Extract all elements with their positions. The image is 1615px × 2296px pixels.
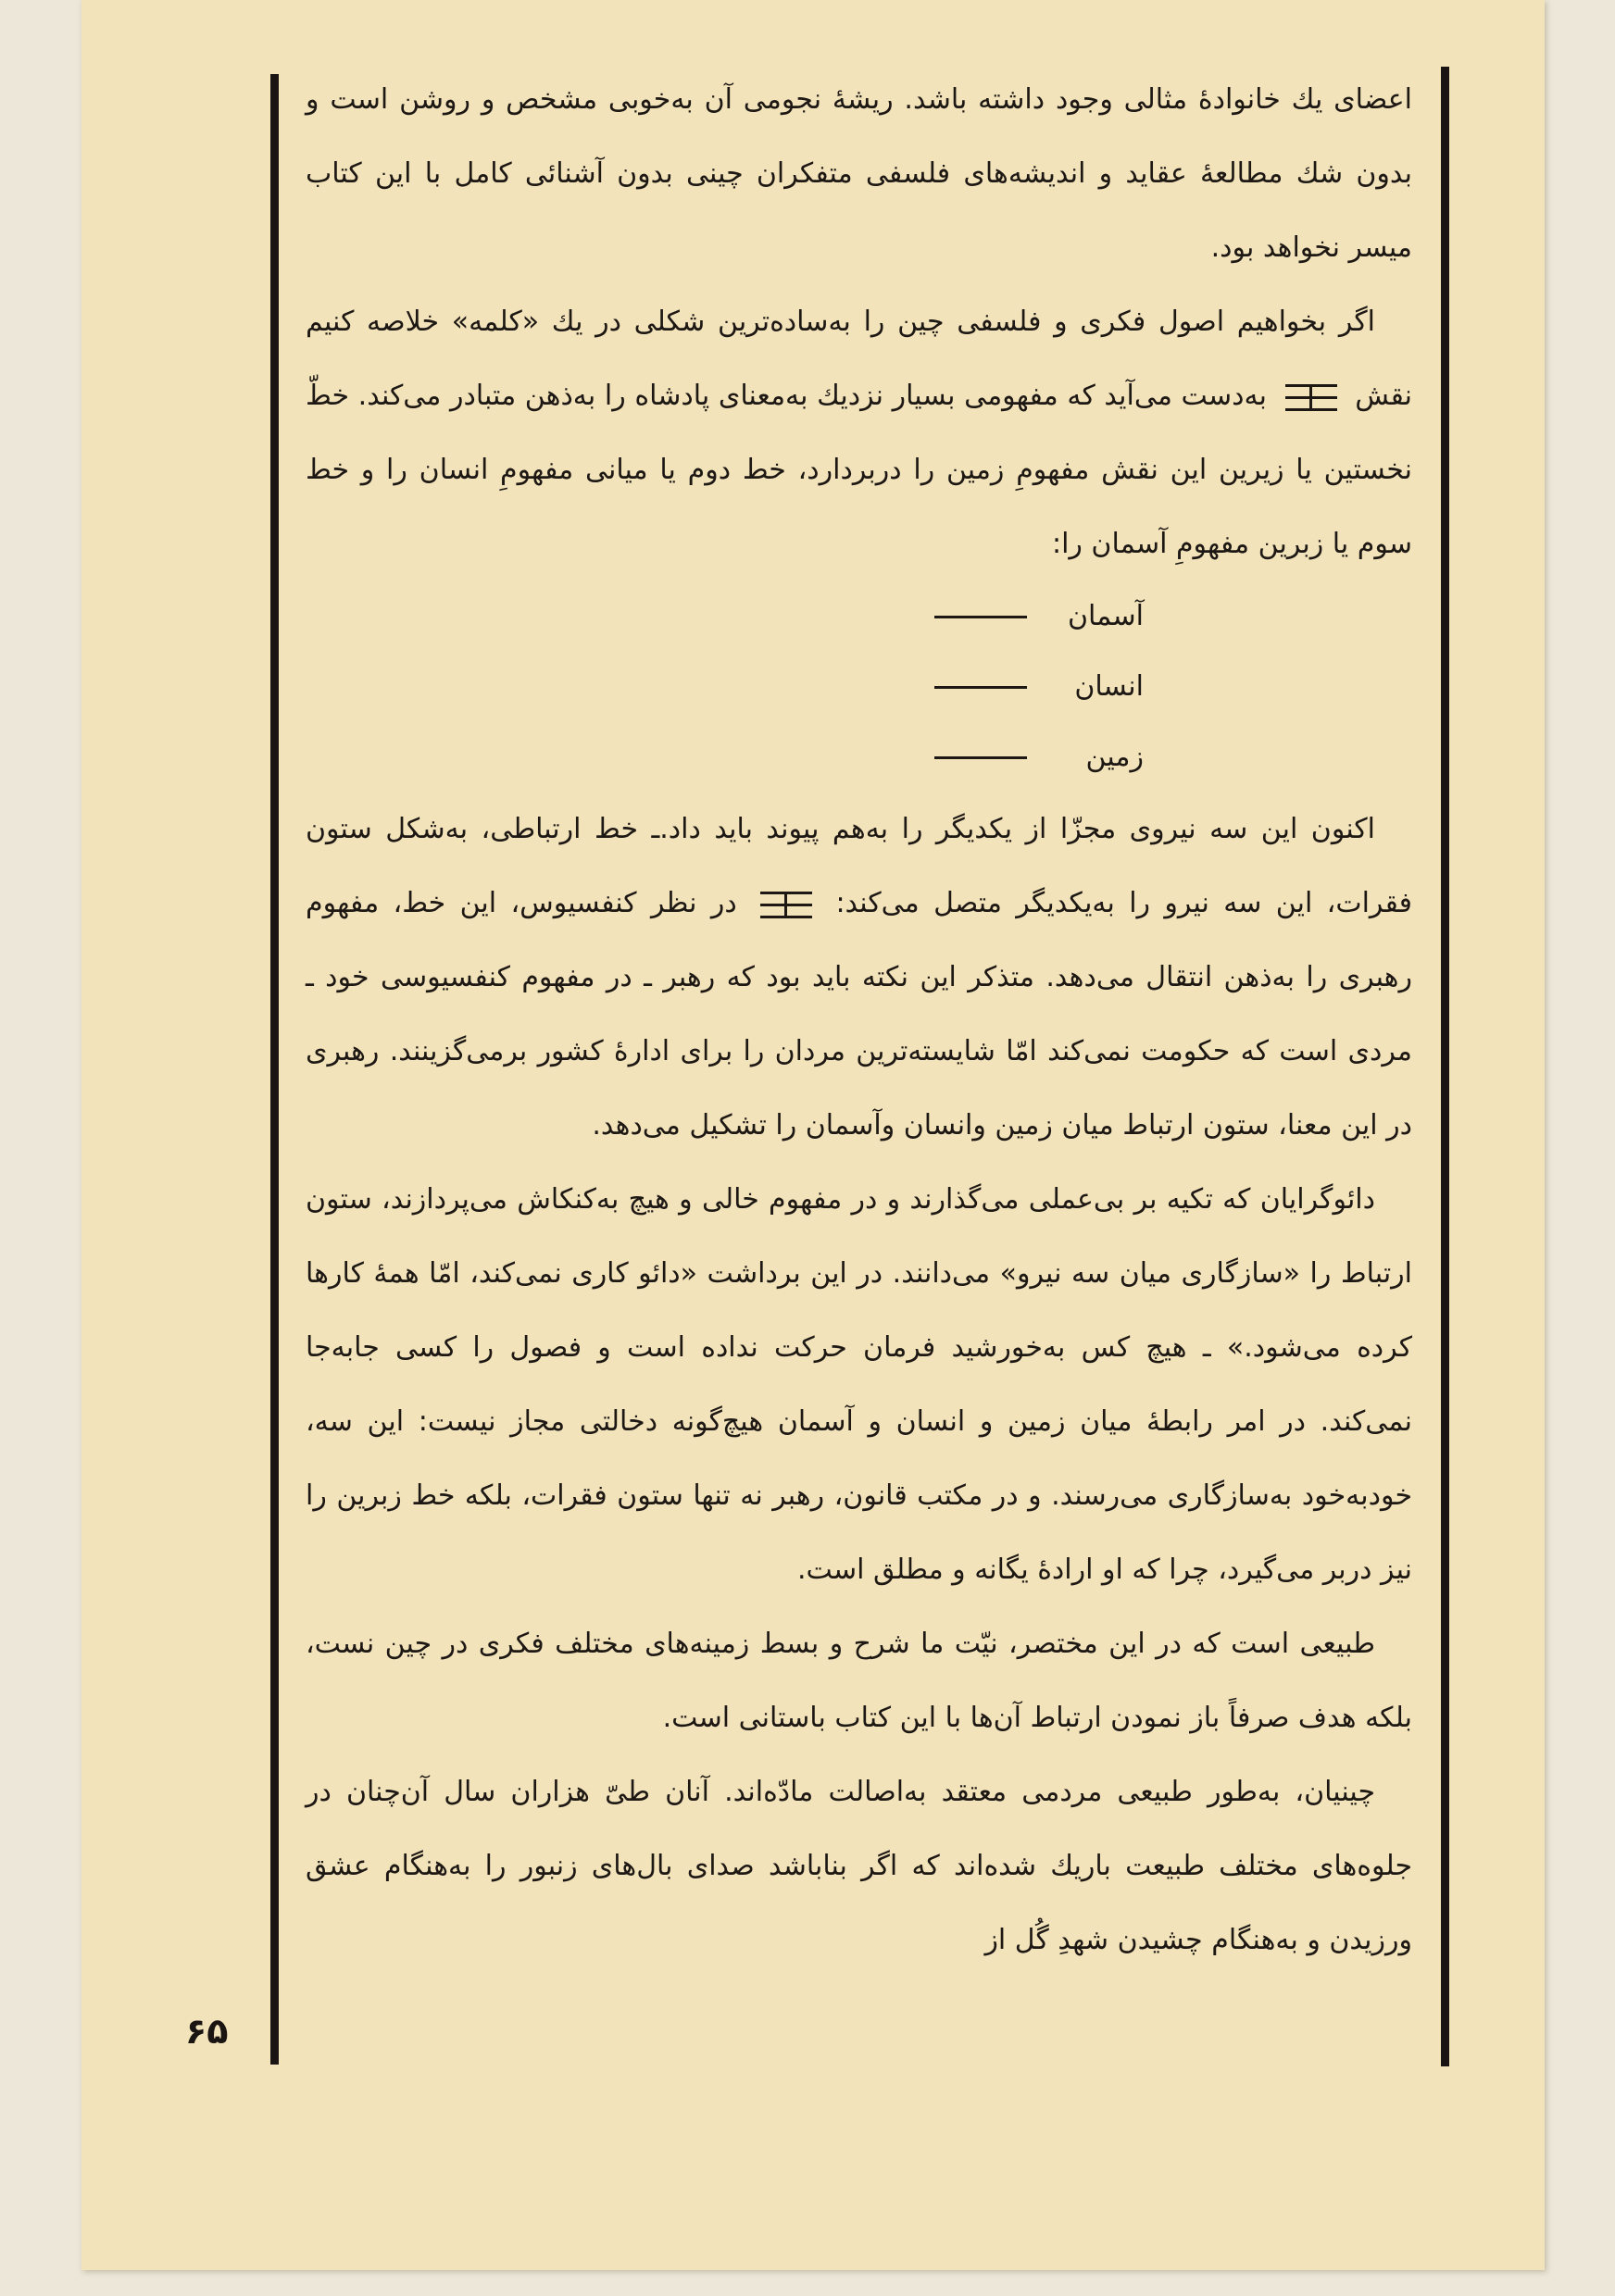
line-heaven-dash bbox=[934, 616, 1027, 618]
paragraph-2-part-b: به‌دست می‌آید که مفهومی بسیار نزدیك به‌معنای پادشاه را به‌ذهن متبادر می‌کند. خطّ نخستین یا زیرین این نقش مفهومِ زمین را دربردارد، خط دوم یا میانی مفهومِ انسان را و خط سوم یا زبرین مفهومِ آسمان را: bbox=[306, 380, 1412, 560]
line-heaven-label: آسمان bbox=[1068, 600, 1144, 632]
king-symbol-icon bbox=[1285, 381, 1337, 414]
right-border-rule bbox=[1441, 67, 1449, 2066]
line-human bbox=[306, 652, 1144, 722]
paragraph-6: چینیان، به‌طور طبیعی مردمی معتقد به‌اصالت مادّه‌اند. آنان طیّ هزاران سال آن‌چنان در جلوه‌های مختلف طبیعت باریك شده‌اند که اگر بناباشد صدای بال‌های زنبور را به‌هنگام عشق ورزیدن و به‌هنگام چشیدن شهدِ گُل از bbox=[306, 1776, 1412, 1956]
line-human-label: انسان bbox=[1074, 670, 1144, 703]
paragraph-3-part-b: در نظر کنفسیوس، این خط، مفهوم رهبری را به‌ذهن انتقال می‌دهد. متذکر این نکته باید بود که رهبر ـ در مفهوم کنفسیوسی خود ـ مردی است که حکومت نمی‌کند امّا شایسته‌ترین مردان را برای ادارهٔ کشور برمی‌گزینند. رهبری در این معنا، ستون ارتباط میان زمین وانسان وآسمان را تشکیل می‌دهد. bbox=[306, 887, 1412, 1142]
paragraph-1: اعضای یك خانوادهٔ مثالی وجود داشته باشد. ریشهٔ نجومی آن به‌خوبی مشخص و روشن است و بدون شك مطالعهٔ عقاید و اندیشه‌های فلسفی متفکران چینی بدون آشنائی کامل با این کتاب میسر نخواهد بود. bbox=[306, 83, 1412, 264]
body-text bbox=[306, 63, 1412, 1978]
trigram-lines-list bbox=[306, 581, 1412, 792]
line-heaven bbox=[306, 581, 1144, 652]
paragraph-5: طبیعی است که در این مختصر، نیّت ما شرح و بسط زمینه‌های مختلف فکری در چین نست، بلکه هدف صرفاً باز نمودن ارتباط آن‌ها با این کتاب باستانی است. bbox=[306, 1628, 1412, 1734]
paragraph-2 bbox=[306, 285, 1412, 581]
line-human-dash bbox=[934, 686, 1027, 689]
line-earth bbox=[306, 722, 1144, 792]
king-symbol-icon-2 bbox=[760, 888, 812, 921]
page-number: ۶۵ bbox=[185, 2011, 229, 2052]
left-border-rule bbox=[270, 74, 279, 2065]
line-earth-label: زمین bbox=[1085, 741, 1144, 773]
paragraph-2-part-a: اگر بخواهیم اصول فکری و فلسفی چین را به‌ساده‌ترین شکلی در یك «کلمه» خلاصه کنیم نقش bbox=[306, 306, 1412, 412]
paragraph-4: دائوگرایان که تکیه بر بی‌عملی می‌گذارند و در مفهوم خالی و هیچ به‌کنکاش می‌پردازند، ستون ارتباط را «سازگاری میان سه نیرو» می‌دانند. در این برداشت «دائو کاری نمی‌کند، امّا همهٔ کارها کرده می‌شود.» ـ هیچ کس به‌خورشید فرمان حرکت نداده است و فصول را کسی جابه‌جا نمی‌کند. در امر رابطهٔ میان زمین و انسان و آسمان هیچ‌گونه دخالتی مجاز نیست: این سه، خودبه‌خود به‌سازگاری می‌رسند. و در مکتب قانون، رهبر نه تنها ستون فقرات، بلکه خط زبرین را نیز دربر می‌گیرد، چرا که او ارادهٔ یگانه و مطلق است. bbox=[306, 1183, 1412, 1586]
paragraph-3 bbox=[306, 792, 1412, 1163]
paragraph-3-part-a: اکنون این سه نیروی مجزّا از یکدیگر را به‌هم پیوند باید داد.ـ خط ارتباطی، به‌شکل ستون فقرات، این سه نیرو را به‌یکدیگر متصل می‌کند: bbox=[306, 813, 1413, 919]
line-earth-dash bbox=[934, 756, 1027, 759]
